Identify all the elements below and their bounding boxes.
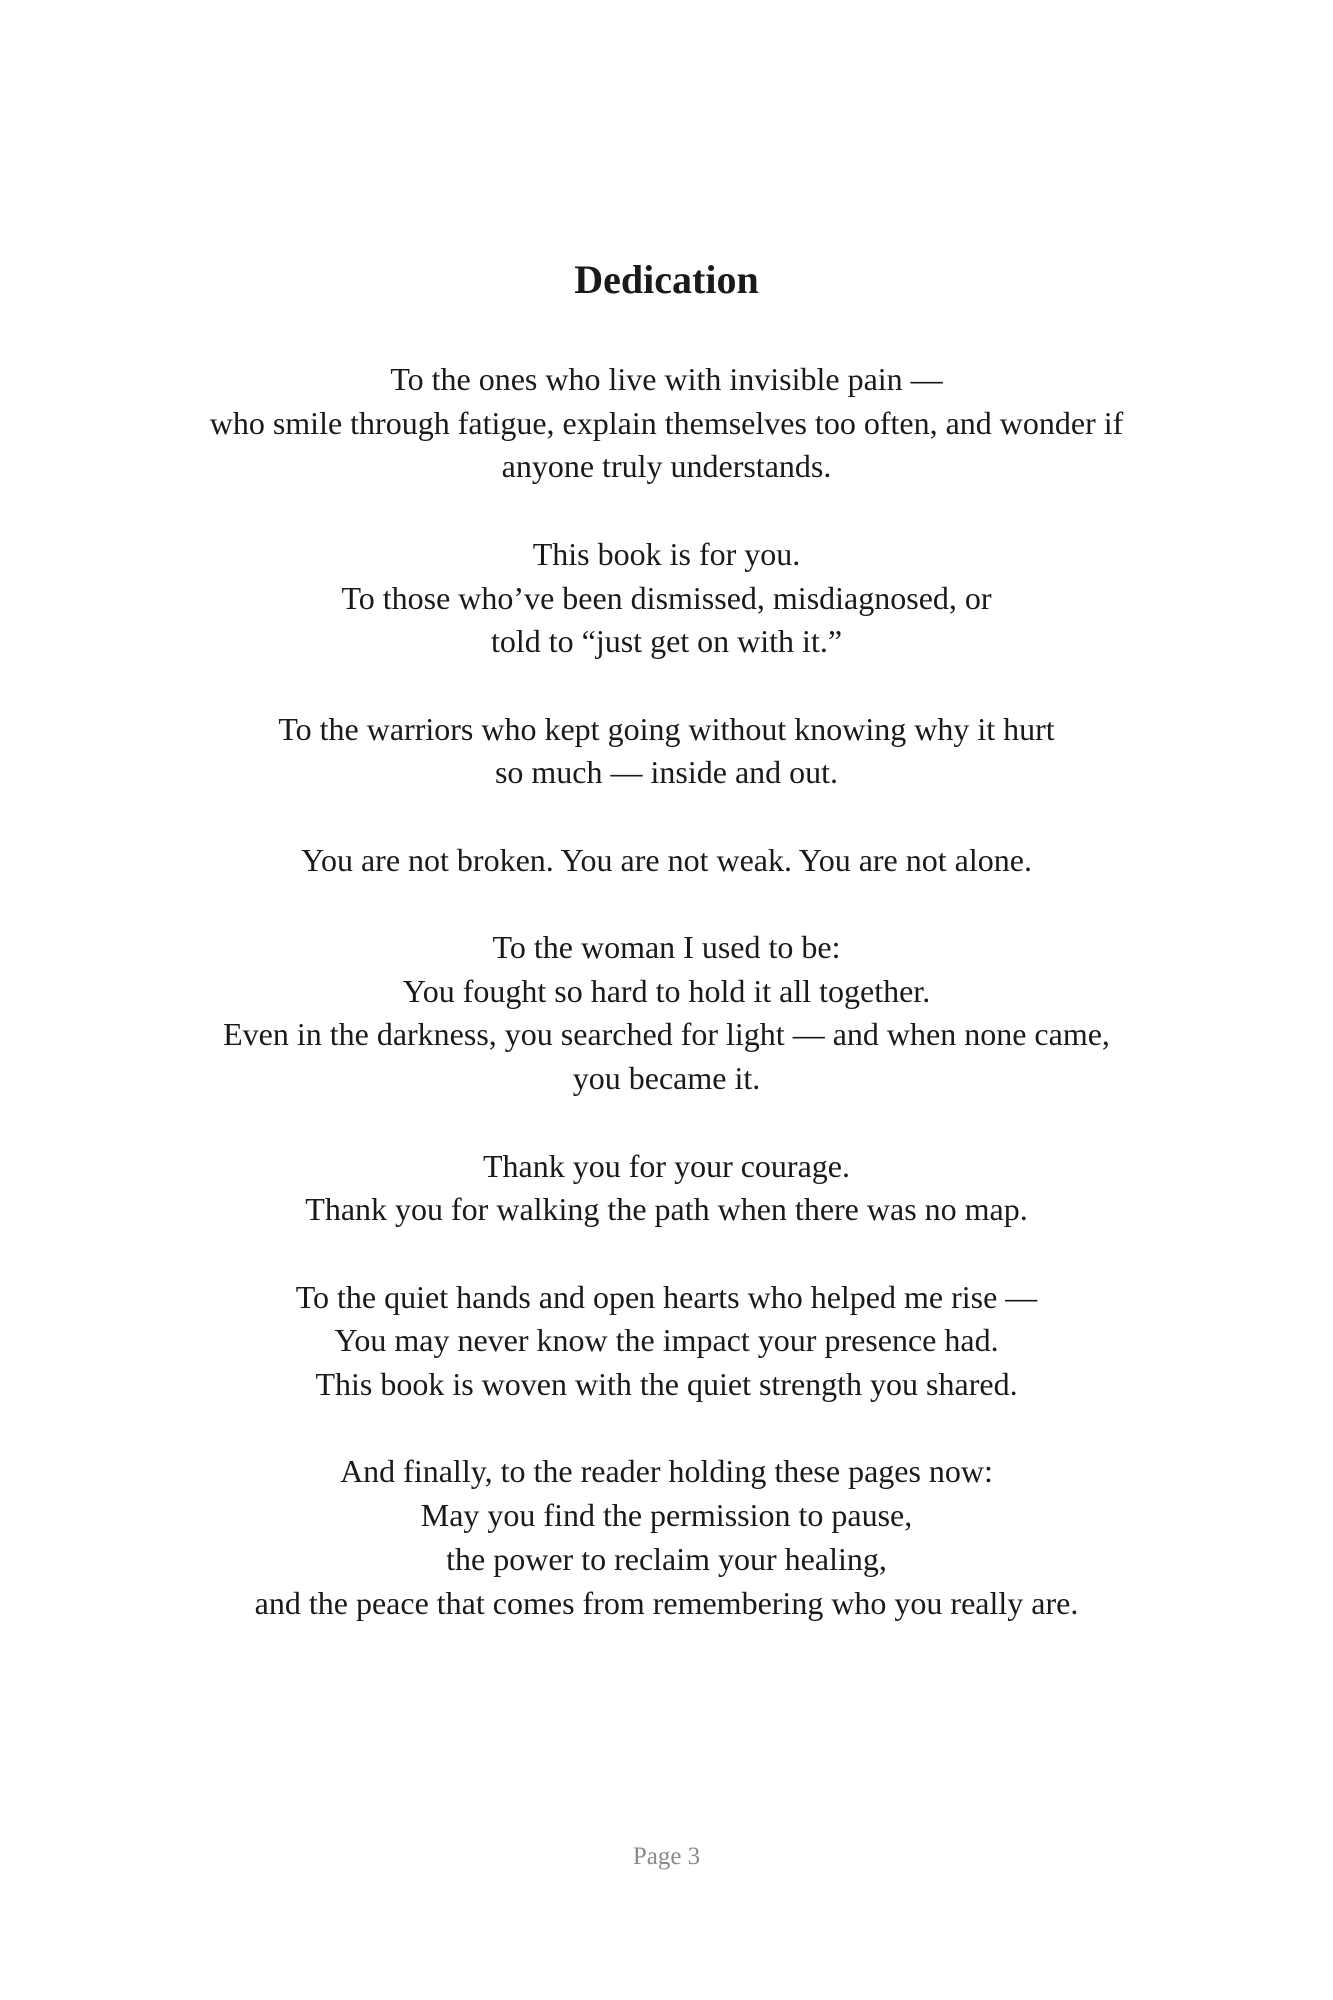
text-line: Even in the darkness, you searched for light — and when none came, (223, 1016, 1110, 1053)
text-line: This book is woven with the quiet strength you shared. (315, 1366, 1018, 1403)
text-line: so much — inside and out. (494, 754, 839, 791)
text-line: the power to reclaim your healing, (446, 1540, 887, 1577)
page-title: Dedication (574, 257, 759, 302)
stanza (140, 839, 1193, 883)
text-line: You are not broken. You are not weak. You are not alone. (301, 841, 1032, 878)
stanza (140, 358, 1193, 489)
stanza (140, 926, 1193, 1101)
text-line: and the peace that comes from remembering who you really are. (254, 1584, 1079, 1621)
stanza (140, 1145, 1193, 1232)
dedication-body (140, 358, 1193, 1625)
text-line: You fought so hard to hold it all together. (402, 972, 931, 1009)
page-number: Page 3 (632, 1843, 701, 1870)
text-line: you became it. (572, 1060, 761, 1097)
text-line: Thank you for walking the path when there was no map. (305, 1191, 1028, 1228)
text-line: You may never know the impact your presence had. (334, 1322, 999, 1359)
text-line: To the quiet hands and open hearts who helped me rise — (295, 1278, 1038, 1315)
stanza (140, 708, 1193, 795)
text-line: who smile through fatigue, explain themselves too often, and wonder if (209, 404, 1124, 441)
text-line: told to “just get on with it.” (490, 623, 843, 660)
text-line: anyone truly understands. (501, 448, 832, 485)
text-line: To the warriors who kept going without knowing why it hurt (278, 710, 1055, 747)
text-line: To the woman I used to be: (492, 929, 841, 966)
text-line: To those who’ve been dismissed, misdiagnosed, or (341, 579, 992, 616)
text-line: And finally, to the reader holding these pages now: (340, 1453, 993, 1490)
stanza (140, 1276, 1193, 1407)
text-line: To the ones who live with invisible pain — (390, 361, 943, 397)
text-line: May you find the permission to pause, (420, 1497, 913, 1534)
text-line: Thank you for your courage. (483, 1147, 850, 1184)
stanza (140, 533, 1193, 664)
stanza (140, 1450, 1193, 1625)
text-line: This book is for you. (532, 535, 801, 572)
